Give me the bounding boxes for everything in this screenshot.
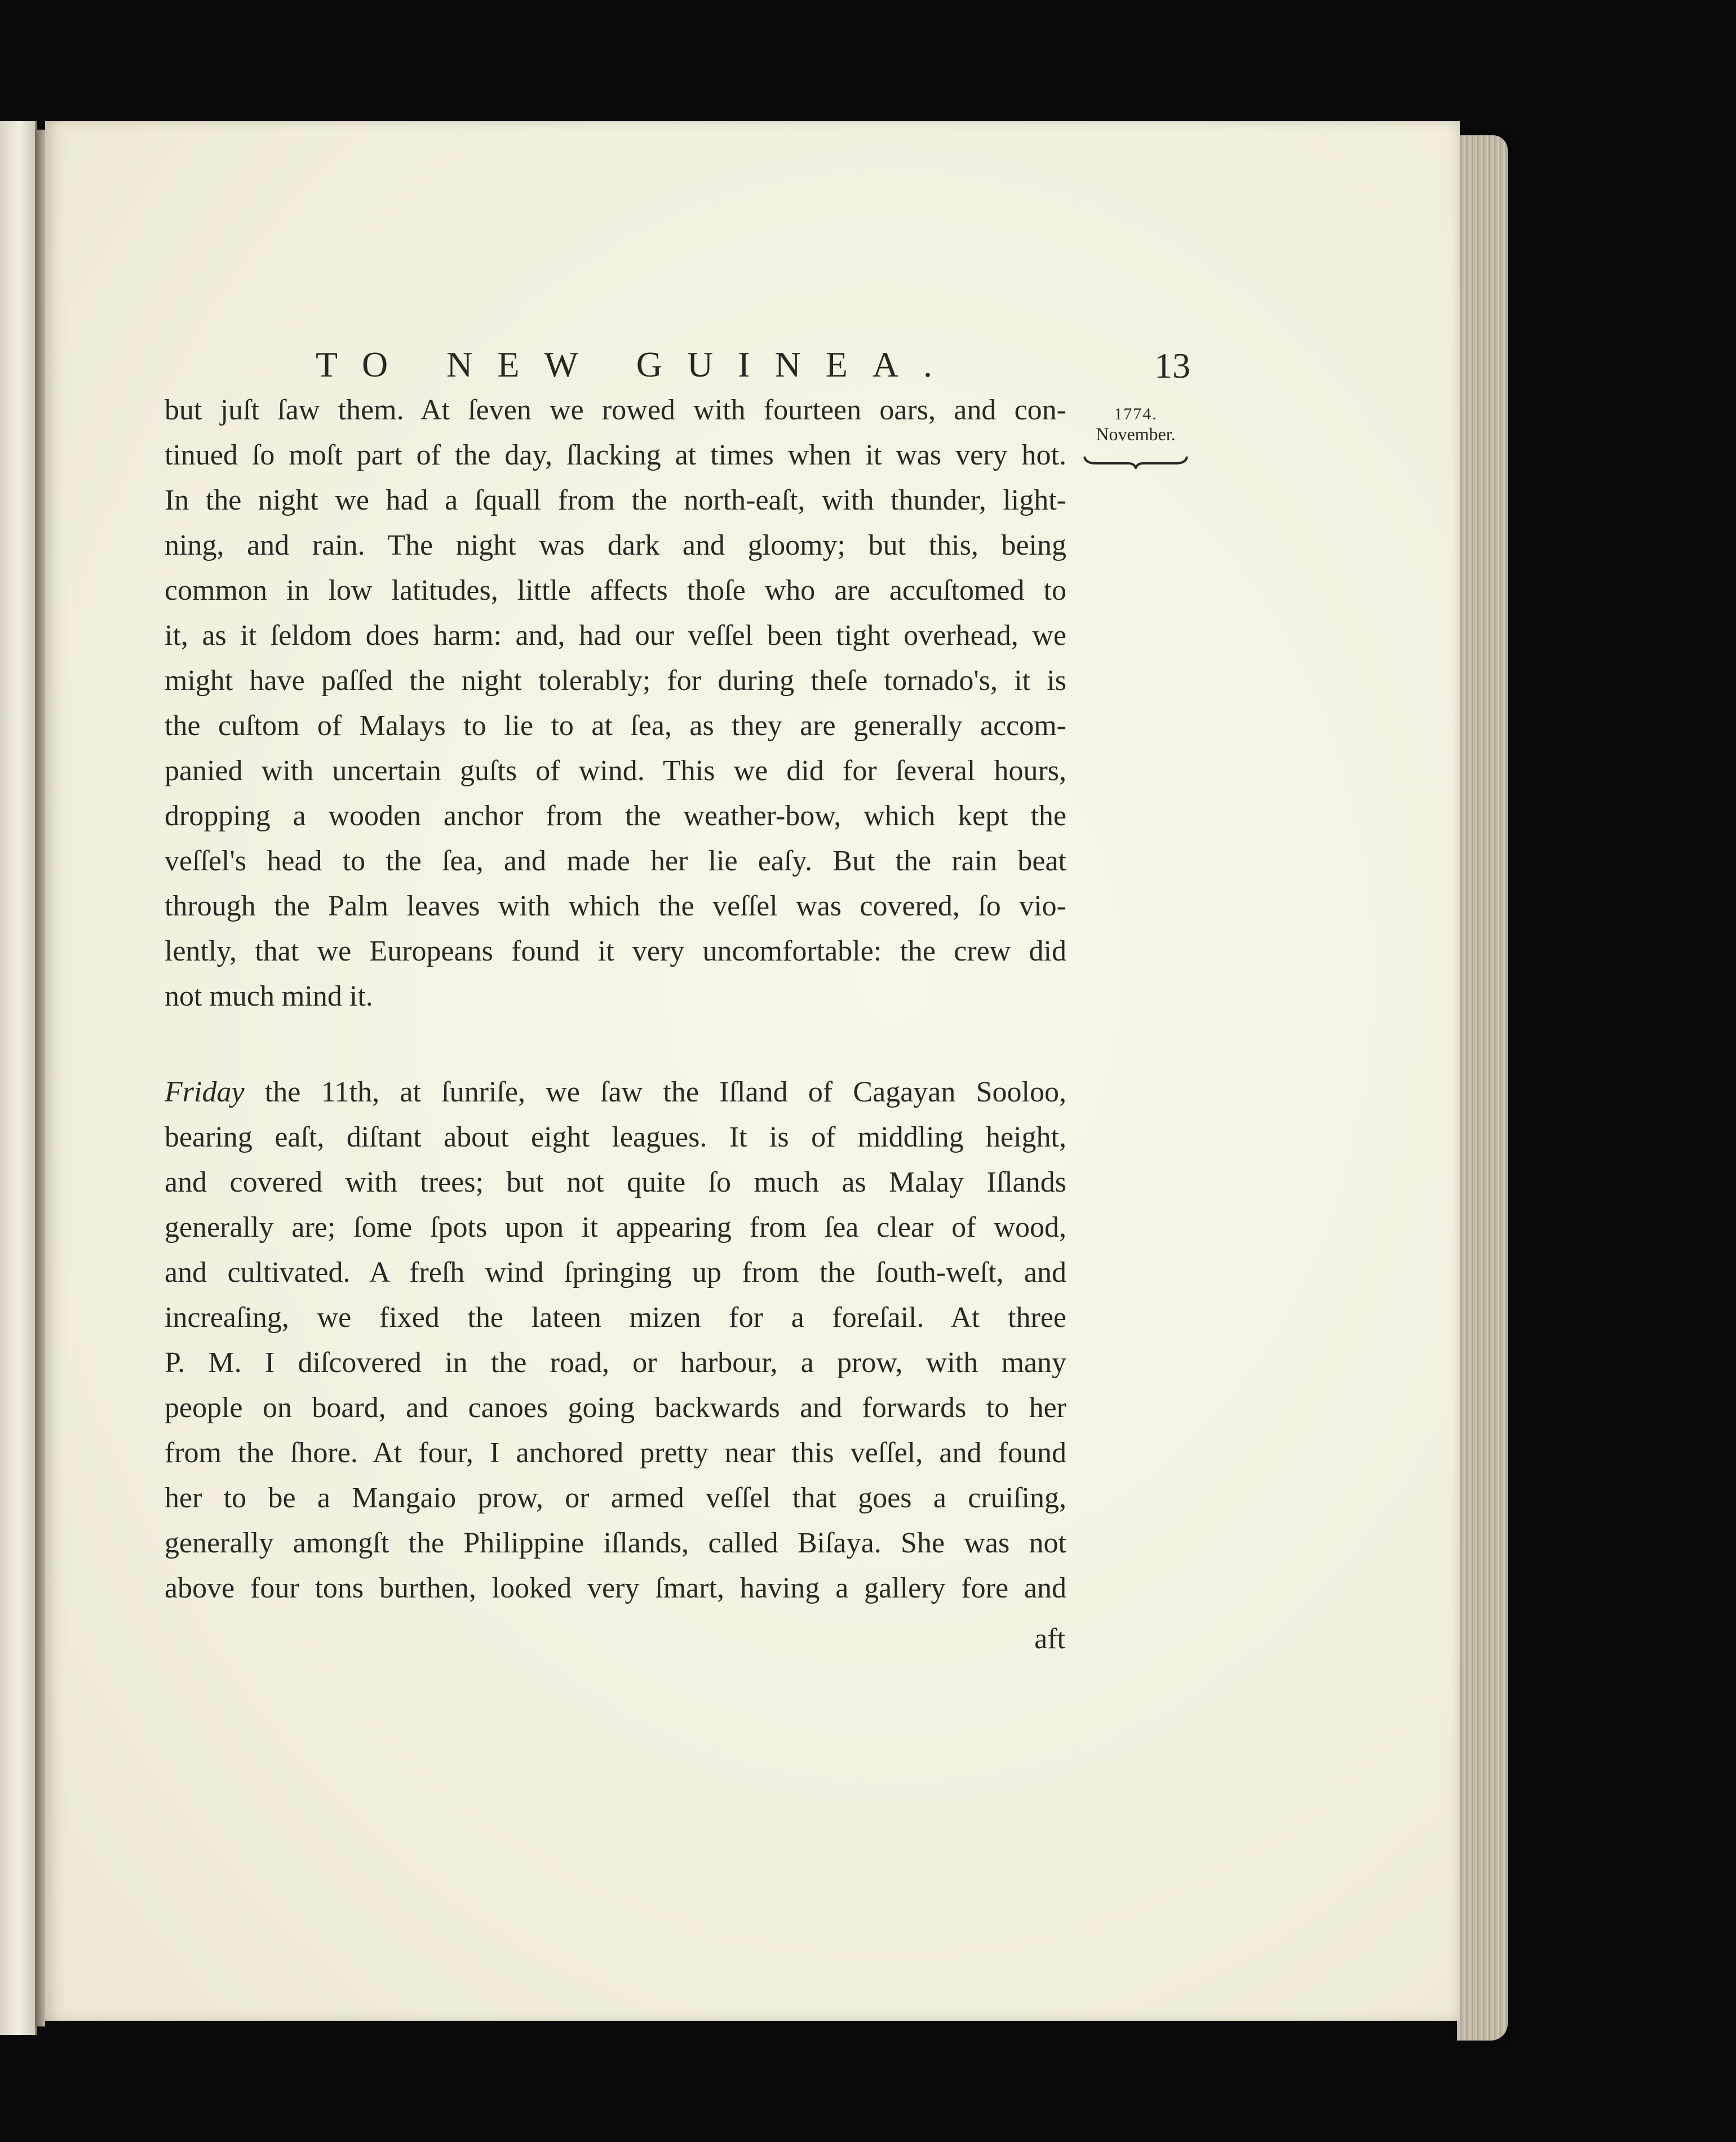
text-line: and cultivated. A freſh wind ſpringing up from the ſouth-weſt, and xyxy=(165,1256,1066,1289)
text-line: it, as it ſeldom does harm: and, had our veſſel been tight overhead, we xyxy=(165,619,1066,652)
margin-note-month: November. xyxy=(1096,424,1176,444)
text-line: but juſt ſaw them. At ſeven we rowed with fourteen oars, and con- xyxy=(165,394,1066,426)
text-line: increaſing, we fixed the lateen mizen for a foreſail. At three xyxy=(165,1302,1066,1334)
page-block-edges xyxy=(1457,135,1508,2041)
page-number: 13 xyxy=(1154,346,1190,386)
text-line: lently, that we Europeans found it very uncomfortable: the crew did xyxy=(165,935,1066,967)
text-line: veſſel's head to the ſea, and made her lie eaſy. But the rain beat xyxy=(165,845,1066,877)
text-line: might have paſſed the night tolerably; for during theſe tornado's, it is xyxy=(165,665,1066,697)
text-line: above four tons burthen, looked very ſmart, having a gallery fore and xyxy=(165,1572,1066,1604)
text-line: not much mind it. xyxy=(165,980,373,1012)
catchword: aft xyxy=(1034,1623,1065,1655)
text-line: generally are; ſome ſpots upon it appearing from ſea clear of wood, xyxy=(165,1211,1066,1243)
text-line: from the ſhore. At four, I anchored pretty near this veſſel, and found xyxy=(165,1437,1066,1469)
gutter-shadow xyxy=(35,130,45,2026)
text-line: and covered with trees; but not quite ſo much as Malay Iſlands xyxy=(165,1166,1066,1198)
margin-brace-icon xyxy=(1082,452,1189,469)
text-line: bearing eaſt, diſtant about eight leagues. It is of middling height, xyxy=(165,1121,1066,1153)
running-head: TO NEW GUINEA. xyxy=(316,344,957,384)
text-line: generally amongſt the Philippine iſlands, called Biſaya. She was not xyxy=(165,1527,1066,1559)
text-line: dropping a wooden anchor from the weather-bow, which kept the xyxy=(165,800,1066,832)
margin-note-year: 1774. xyxy=(1114,405,1158,423)
text-line: common in low latitudes, little affects thoſe who are accuſtomed to xyxy=(165,574,1066,607)
text-line: through the Palm leaves with which the veſſel was covered, ſo vio- xyxy=(165,890,1066,922)
text-line: Friday the 11th, at ſunriſe, we ſaw the Iſland of Cagayan Sooloo, xyxy=(165,1076,1066,1108)
text-line: her to be a Mangaio prow, or armed veſſel that goes a cruiſing, xyxy=(165,1482,1066,1514)
text-line: P. M. I diſcovered in the road, or harbour, a prow, with many xyxy=(165,1347,1066,1379)
text-line: people on board, and canoes going backwards and forwards to her xyxy=(165,1392,1066,1424)
text-line: the cuſtom of Malays to lie to at ſea, as they are generally accom- xyxy=(165,710,1066,742)
text-line: ning, and rain. The night was dark and gloomy; but this, being xyxy=(165,529,1066,561)
text-line: tinued ſo moſt part of the day, ſlacking at times when it was very hot. xyxy=(165,439,1066,471)
facing-page-edge xyxy=(0,121,37,2035)
text-line: In the night we had a ſquall from the north-eaſt, with thunder, light- xyxy=(165,484,1066,516)
text-line: panied with uncertain guſts of wind. This we did for ſeveral hours, xyxy=(165,755,1066,787)
